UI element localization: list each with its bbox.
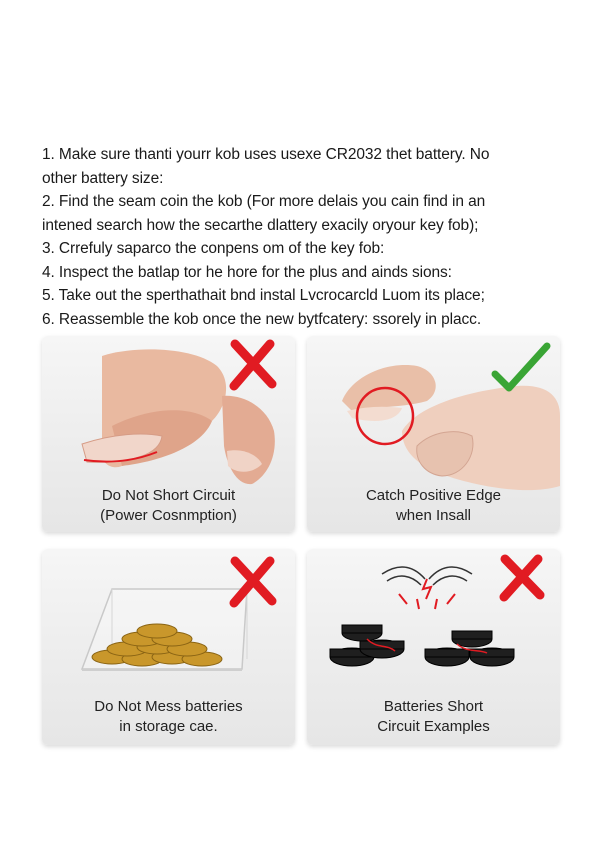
card-short-circuit-examples — [307, 549, 560, 745]
caption-line: Do Not Short Circuit — [101, 487, 236, 504]
card-storage-case — [42, 549, 295, 745]
instruction-list — [42, 143, 572, 331]
instruction-line: 6. Reassemble the kob once the new bytfcatery: ssorely in placc. — [42, 310, 482, 328]
card-caption — [307, 697, 560, 737]
instruction-line: 2. Find the seam coin the kob (For more delais you cain find in an — [42, 193, 486, 210]
card-no-short-circuit — [42, 336, 295, 532]
instruction-line: 5. Take out the sperthathait bnd instal Lvcrocarcld Luom its place; — [42, 287, 485, 304]
caption-line: Circuit Examples — [377, 718, 490, 735]
caption-line: Batteries Short — [383, 698, 484, 715]
instruction-line: intened search how the secarthe dlattery exacily oryour key fob); — [42, 216, 479, 234]
card-caption — [42, 697, 295, 737]
card-caption — [42, 486, 295, 526]
caption-line: Catch Positive Edge — [365, 487, 502, 504]
caption-line: (Power Cosnmption) — [100, 507, 237, 524]
instruction-line: other battery size: — [42, 169, 164, 187]
instruction-line: 3. Crrefuly saparco the conpens om of the key fob: — [42, 240, 385, 257]
caption-line: in storage cae. — [119, 718, 218, 735]
caption-line: Do Not Mess batteries — [94, 698, 243, 715]
instruction-line: 1. Make sure thanti yourr kob uses usexe CR2032 thet battery. No — [42, 146, 490, 163]
card-catch-positive-edge — [307, 336, 560, 532]
card-caption — [307, 486, 560, 526]
caption-line: when Insall — [395, 507, 472, 524]
instruction-line: 4. Inspect the batlap tor he hore for the plus and ainds sions: — [42, 263, 452, 281]
